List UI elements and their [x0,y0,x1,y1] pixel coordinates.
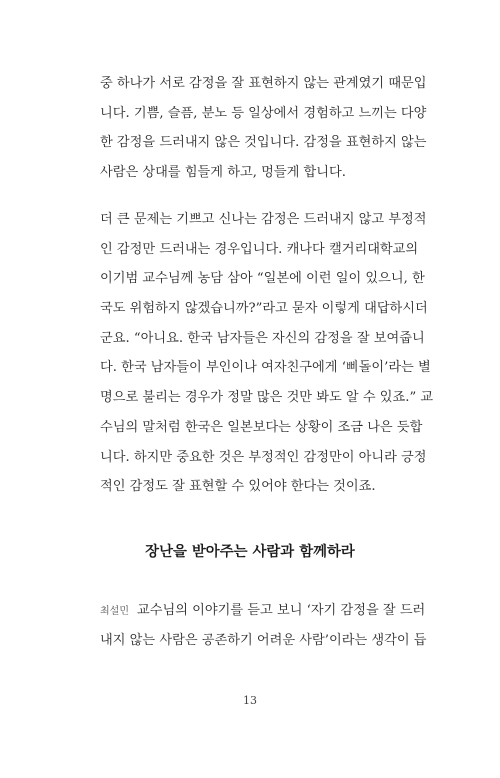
speaker-name: 최설민 [100,606,129,617]
text-line: 수님의 말처럼 한국은 일본보다는 상황이 조금 나은 듯합 [100,419,423,435]
text-line: 적인 감정도 잘 표현할 수 있어야 한다는 것이죠. [100,479,376,495]
text-line: 이기범 교수님께 농담 삼아 “일본에 이런 일이 있으니, 한 [100,271,425,287]
text-line: 국도 위험하지 않겠습니까?”라고 묻자 이렇게 대답하시더 [100,301,428,317]
text-line: 사람은 상대를 힘들게 하고, 멍들게 합니다. [100,165,346,181]
paragraph-1 [100,69,427,188]
text-line: 중 하나가 서로 감정을 잘 표현하지 않는 관계였기 때문입 [100,76,427,91]
text-line: 니다. 기쁨, 슬픔, 분노 등 일상에서 경험하고 느끼는 다양 [100,105,427,121]
paragraph-2 [100,205,434,502]
text-line [100,596,426,626]
text-line: 명으로 불리는 경우가 정말 많은 것만 봐도 알 수 있죠.” 교 [100,390,434,406]
section-heading: 장난을 받아주는 사람과 함께하라 [145,544,355,560]
text-line-content: 교수님의 이야기를 듣고 보니 ‘자기 감정을 잘 드러 [136,603,426,618]
text-line: 인 감정만 드러내는 경우입니다. 캐나다 캘거리대학교의 [100,241,419,257]
text-line: 더 큰 문제는 기쁘고 신나는 감정은 드러내지 않고 부정적 [100,212,427,227]
text-line: 한 감정을 드러내지 않은 것입니다. 감정을 표현하지 않는 [100,135,427,151]
paragraph-3 [100,596,427,655]
page-number: 13 [243,694,257,707]
text-line: 군요. “아니요. 한국 남자들은 자신의 감정을 잘 보여줍니 [100,330,425,346]
text-line: 다. 한국 남자들이 부인이나 여자친구에게 ‘삐돌이’라는 별 [100,360,431,376]
text-line: 내지 않는 사람은 공존하기 어려운 사람’이라는 생각이 듭 [100,632,427,648]
text-line: 니다. 하지만 중요한 것은 부정적인 감정만이 아니라 긍정 [100,449,427,465]
